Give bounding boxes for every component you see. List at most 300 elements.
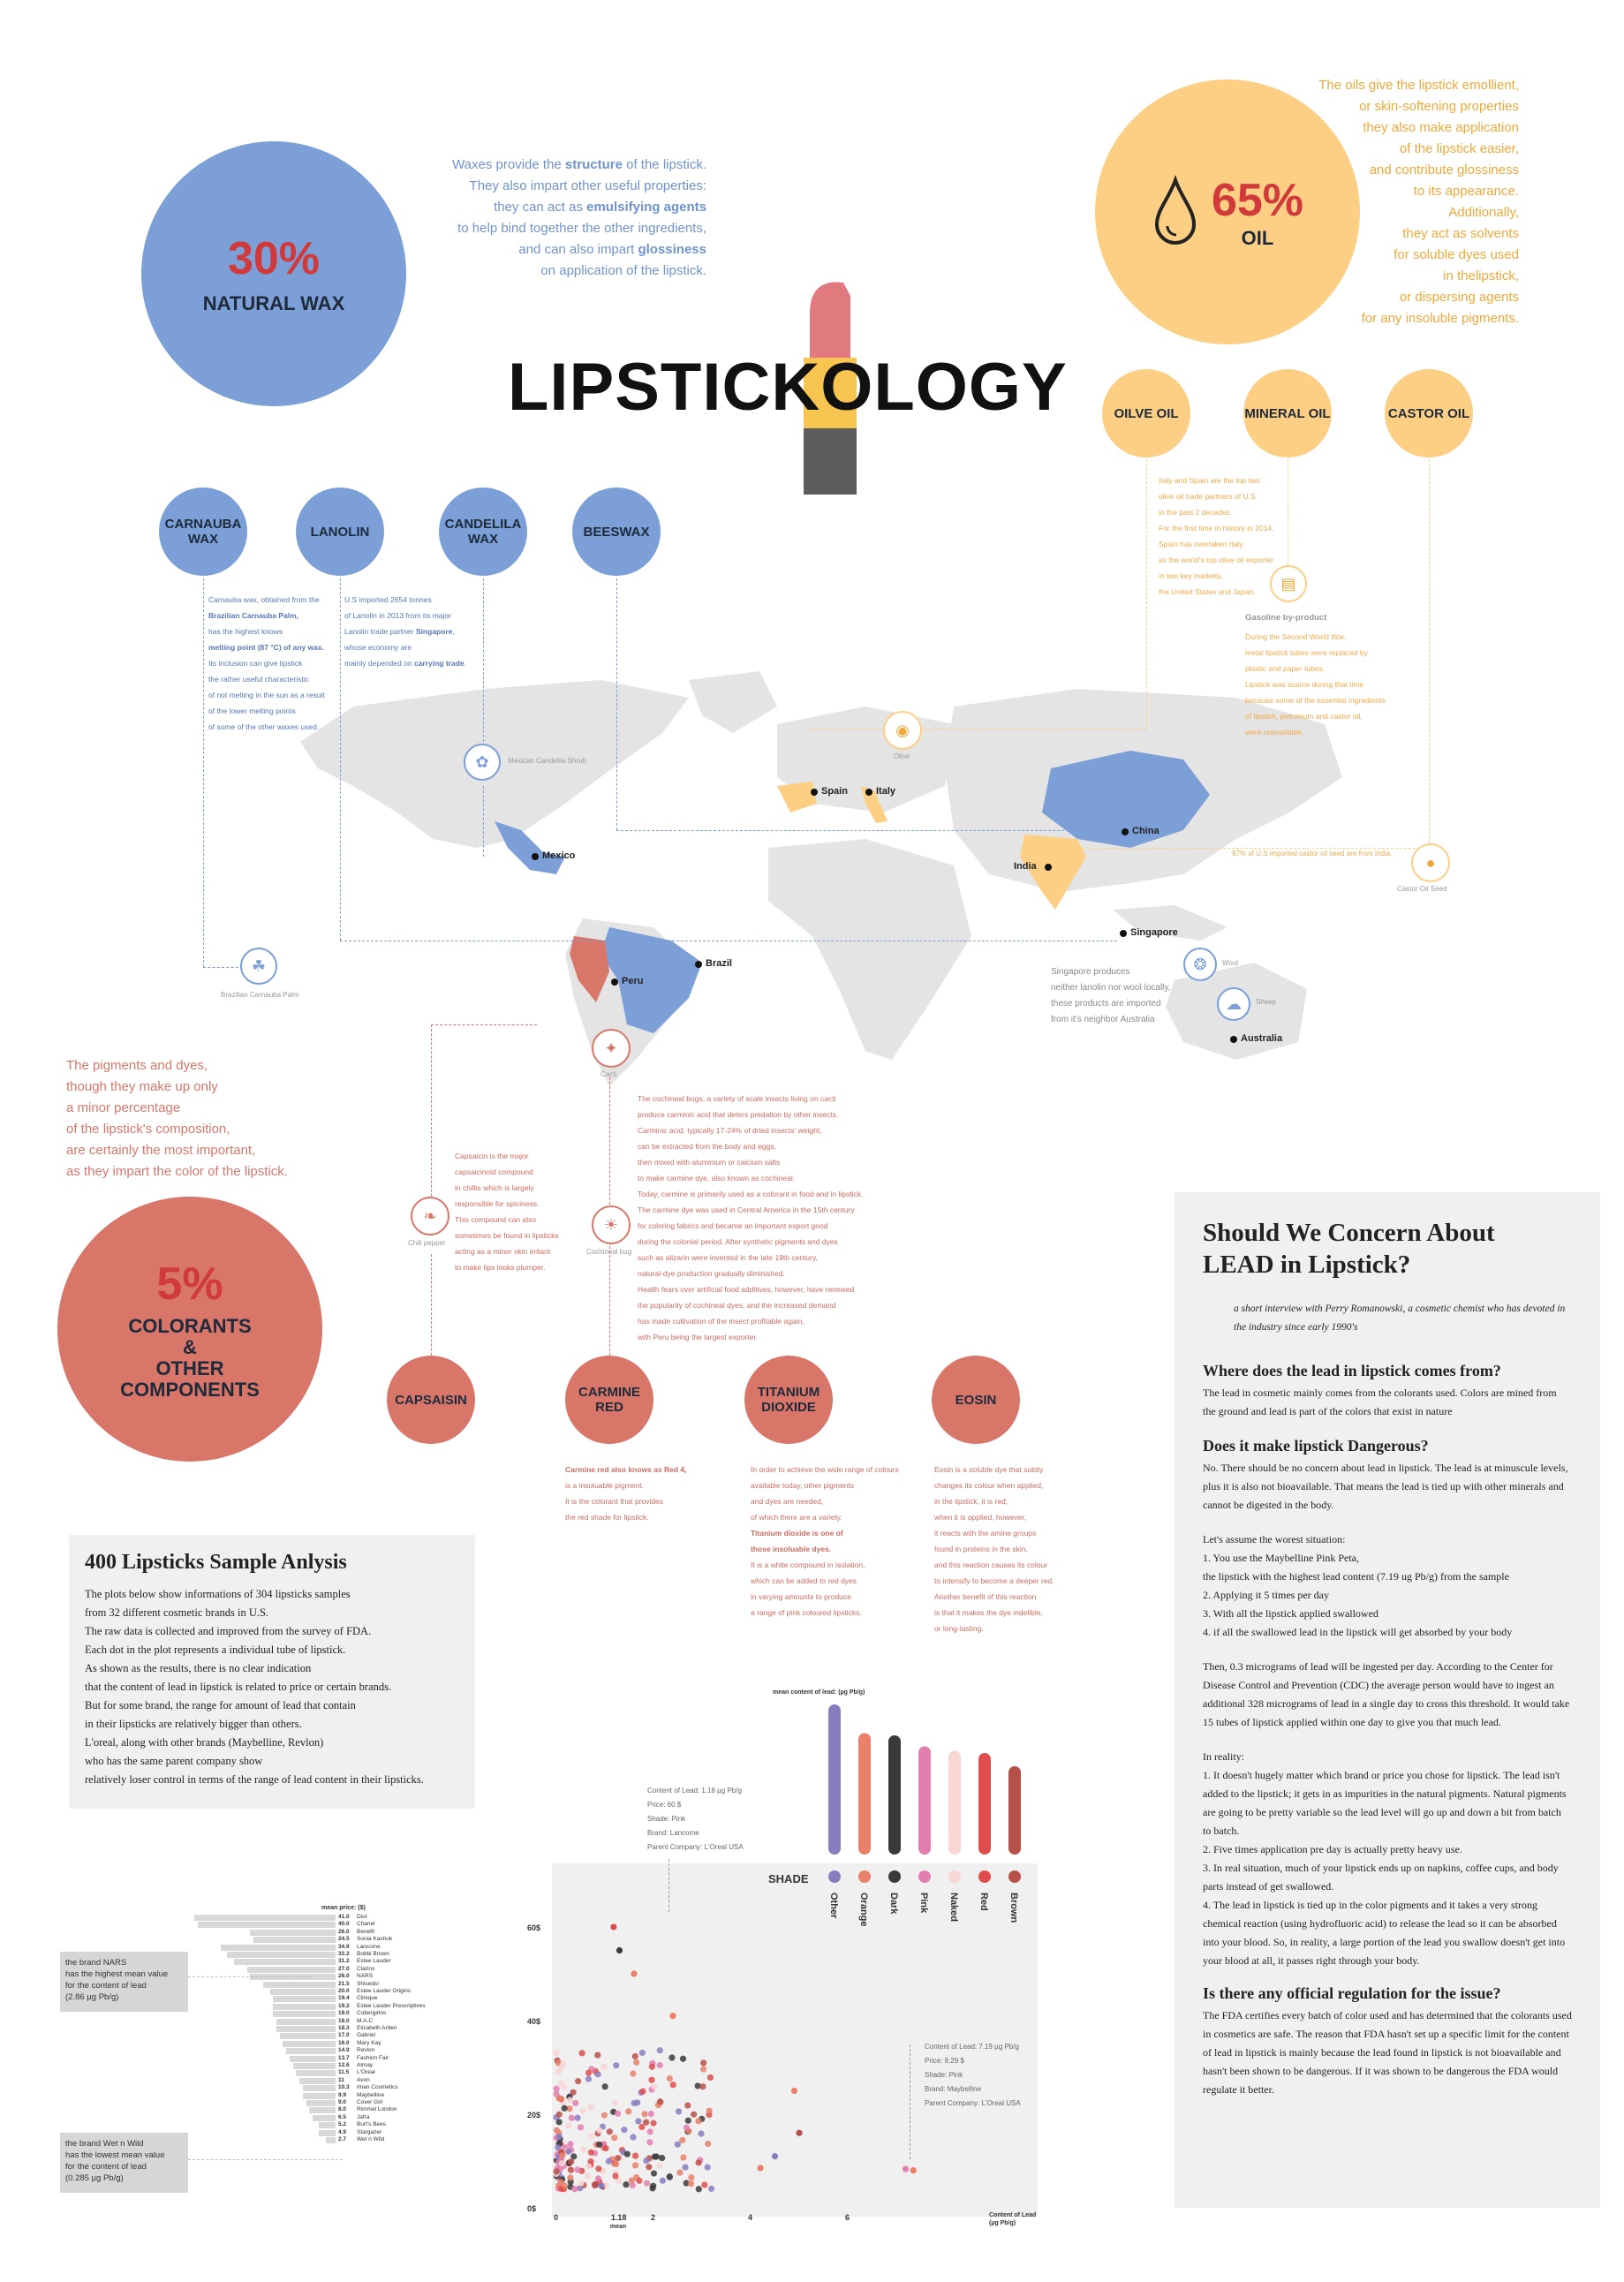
analysis-panel xyxy=(69,1535,475,1809)
callout-maybelline: Content of Lead: 7.19 µg Pb/g Price: 8.29 $ Shade: Pink Brand: Maybelline Parent Company: L'Oreal USA xyxy=(925,2043,1021,2107)
wax-type-lanolin: LANOLIN xyxy=(296,487,384,576)
brand-name: Estee Lauder Prescriptives xyxy=(357,2002,426,2009)
city-india: India xyxy=(1014,861,1037,872)
scatter-dot xyxy=(676,2170,683,2176)
scatter-dot xyxy=(594,2052,601,2058)
map-spain xyxy=(777,782,817,812)
scatter-dot xyxy=(647,2128,653,2135)
scatter-dot xyxy=(632,2162,638,2168)
scatter-dot xyxy=(574,2166,580,2172)
brand-price-bar xyxy=(299,2078,336,2084)
brand-price-bar xyxy=(263,1982,336,1988)
map-dot-italy xyxy=(865,789,872,796)
brand-price-value: 20.0 xyxy=(338,1988,350,1994)
scatter-x-tick: 1.18 xyxy=(610,2213,627,2222)
colorant-type-capsaicin: CAPSAISIN xyxy=(387,1356,475,1444)
connector-olive xyxy=(1146,459,1147,729)
scatter-dot xyxy=(679,2137,685,2143)
scatter-dot xyxy=(648,2077,654,2083)
wool-icon: ❂ xyxy=(1183,948,1217,981)
brand-name: Clarins xyxy=(357,1965,375,1972)
brand-name: Dior xyxy=(357,1914,367,1920)
scatter-dot xyxy=(607,2128,613,2135)
brand-name: Iman Cosmetics xyxy=(357,2084,398,2091)
brand-price-bar xyxy=(303,2085,336,2091)
scatter-dot xyxy=(698,2131,704,2137)
brand-name: Chanel xyxy=(357,1921,375,1928)
brand-name: Maybelline xyxy=(357,2091,385,2098)
shade-bar-brown xyxy=(1008,1766,1021,1855)
colorants-percent-circle xyxy=(57,1197,322,1462)
brand-name: Revlon xyxy=(357,2047,375,2054)
brand-name: Mary Kay xyxy=(357,2039,381,2046)
scatter-x-label: Content of Lead xyxy=(989,2212,1037,2218)
scatter-dot xyxy=(651,2170,657,2176)
capsaicin-text: Capsaicin is the major capsaicinoid compound in chillis which is largely responsible for spiciness. This compound can also sometimes be found in lipsticks acting as a minor skin irritant to make lips looks plumper. xyxy=(455,1152,559,1272)
scatter-dot xyxy=(606,2158,612,2165)
scatter-dot xyxy=(631,2100,638,2106)
brand-price-value: 40.0 xyxy=(338,1921,350,1928)
brand-price-value: 19.0 xyxy=(338,2010,350,2017)
scatter-dot xyxy=(688,2180,694,2187)
colorants-label-1: COLORANTS xyxy=(128,1315,252,1337)
scatter-dot xyxy=(652,2153,658,2159)
interview-a1: The lead in cosmetic mainly comes from the colorants used. Colors are mined from the ground and lead is part of the colors that exist in nature xyxy=(1203,1387,1557,1417)
shade-bar-dark xyxy=(888,1735,901,1855)
scatter-dot xyxy=(660,2178,666,2184)
scatter-dot xyxy=(639,2050,646,2056)
wool-label: Wool xyxy=(1222,959,1239,967)
colorants-label-3: OTHER xyxy=(155,1357,224,1379)
scatter-dot xyxy=(568,2158,574,2165)
interview-worst-intro: Let's assume the worest situation: xyxy=(1203,1533,1346,1545)
scatter-dot xyxy=(641,2111,647,2117)
scatter-dot xyxy=(635,2118,641,2124)
scatter-dot xyxy=(903,2165,909,2172)
city-brazil: Brazil xyxy=(706,958,732,969)
scatter-dot xyxy=(585,2164,592,2170)
map-mexico xyxy=(495,821,565,874)
scatter-dot xyxy=(559,2160,565,2166)
scatter-dot xyxy=(656,2163,662,2169)
scatter-dot xyxy=(553,2050,559,2056)
brand-price-value: 18.3 xyxy=(338,2025,350,2031)
scatter-dot xyxy=(649,2185,655,2191)
sheep-label: Sheep xyxy=(1256,998,1277,1006)
connector-beeswax xyxy=(616,578,617,830)
scatter-dot xyxy=(648,2111,654,2117)
nars-connector xyxy=(188,1976,312,1977)
scatter-mean-label: mean xyxy=(609,2224,627,2230)
interview-a3: The FDA certifies every batch of color used and has determined that the colorants used in cosmetics are safe. The reason that FDA hasn't set up a specific limit for the content of lead in lipstick is mainly because the lead found in lipstick is not bioavailable and hasn't been shown to be dangerous. If it was shown to be dangerous the FDA would regulate it better. xyxy=(1203,2009,1572,2096)
scatter-dot xyxy=(706,2108,713,2114)
scatter-dot xyxy=(616,1947,623,1953)
brand-price-bar xyxy=(194,1915,336,1921)
shade-legend-label: Brown xyxy=(1008,1893,1019,1923)
titanium-text: In order to achieve the wide range of colours available today, other pigments and dyes are needed, of which there are a variety. Titanium dioxide is one of those insoluable dyes. It is a white compound in isolation, which can be added to red dyes in varying amounts to produce a range of pink coloured lipsticks. xyxy=(751,1465,899,1617)
brand-price-value: 19.2 xyxy=(338,2002,350,2009)
brand-price-bar xyxy=(276,2026,336,2032)
scatter-dot xyxy=(571,2186,578,2192)
map-dot-singapore xyxy=(1120,930,1127,937)
oil-percent: 65% xyxy=(1211,175,1304,226)
brand-name: Stargazer xyxy=(357,2128,382,2135)
city-china: China xyxy=(1132,826,1159,836)
brand-price-value: 9.9 xyxy=(338,2091,347,2098)
scatter-dot xyxy=(567,2097,573,2103)
scatter-y-tick: 60$ xyxy=(527,1923,541,1932)
scatter-dot xyxy=(611,2135,617,2141)
scatter-dot xyxy=(596,2127,602,2134)
scatter-dot xyxy=(670,2082,676,2088)
brand-name: Rimmel London xyxy=(357,2106,397,2113)
scatter-dot xyxy=(772,2153,778,2159)
brand-price-value: 21.5 xyxy=(338,1980,350,1987)
sheep-icon: ☁ xyxy=(1217,987,1250,1021)
scatter-x-tick: 0 xyxy=(554,2213,559,2222)
city-spain: Spain xyxy=(821,786,848,797)
scatter-dot xyxy=(559,2152,565,2158)
brand-name: Sonia Kashuk xyxy=(357,1936,393,1943)
scatter-dot xyxy=(705,2164,711,2170)
shade-bar-chart xyxy=(812,1691,1024,1859)
brand-price-bar xyxy=(313,2115,336,2121)
scatter-dot xyxy=(555,2144,561,2150)
scatter-dot xyxy=(610,1923,616,1930)
scatter-dot xyxy=(682,2164,688,2170)
scatter-dot xyxy=(574,2115,580,2121)
colorants-description: The pigments and dyes, though they make up only a minor percentage of the lipstick's composition, are certainly the most important, as they impart the color of the lipstick. xyxy=(66,1058,288,1179)
brand-price-bar xyxy=(303,2093,336,2099)
brand-price-bar xyxy=(247,1967,336,1973)
shade-legend-label: Orange xyxy=(858,1893,869,1927)
interview-worst-list: 1. You use the Maybelline Pink Peta, the lipstick with the highest lead content (7.19 ug Pb/g) from the sample 2. Applying it 5 times per day 3. With all the lipstick applied swallowed 4. if all the swallowed lead in the lipstick will get absorbed by your body xyxy=(1203,1552,1513,1638)
brand-name: Gabriel xyxy=(357,2032,375,2039)
scatter-dot xyxy=(700,2059,706,2066)
scatter-dot xyxy=(676,2108,682,2114)
wax-type-beeswax: BEESWAX xyxy=(572,487,661,576)
oil-type-mineral: MINERAL OIL xyxy=(1243,369,1332,457)
wetnwild-note: the brand Wet n Wild has the lowest mean value for the content of lead (0.285 µg Pb/g) xyxy=(60,2133,188,2193)
shade-legend-label: Naked xyxy=(948,1893,959,1923)
scatter-dot xyxy=(621,2127,627,2133)
scatter-dot xyxy=(612,2172,618,2179)
brand-price-value: 26.0 xyxy=(338,1973,350,1980)
wax-label: NATURAL WAX xyxy=(202,292,345,314)
shade-bar-other xyxy=(828,1704,841,1855)
brand-name: Jafra xyxy=(357,2113,370,2120)
scatter-dot xyxy=(602,2083,608,2089)
scatter-dot xyxy=(585,2075,592,2082)
candelila-shrub-label: Mexican Candelila Shrub xyxy=(508,757,586,765)
connector-candelila2 xyxy=(483,786,484,857)
brand-price-value: 27.0 xyxy=(338,1965,350,1972)
shade-legend-label: Other xyxy=(828,1893,839,1919)
brand-name: L'Oreal xyxy=(357,2069,375,2076)
brand-name: Fashion Fair xyxy=(357,2054,389,2061)
scatter-dot xyxy=(643,2157,649,2164)
scatter-dot xyxy=(588,2133,594,2139)
scatter-dot xyxy=(707,2074,714,2081)
scatter-dot xyxy=(594,2071,601,2077)
interview-then: Then, 0.3 micrograms of lead will be ingested per day. According to the Center for Disease Control and Prevention (CDC) the average person would have to ingest an additional 328 micrograms of lead in a single day to cross this threshold. It would take 15 tubes of lipstick applied within one day to give you that much lead. xyxy=(1203,1660,1570,1728)
scatter-dot xyxy=(699,2083,706,2089)
shade-bar-naked xyxy=(948,1751,961,1855)
colorant-type-carmine: CARMINE RED xyxy=(565,1356,653,1444)
brand-price-bar xyxy=(273,2011,336,2017)
gasoline-title: Gasoline by-product xyxy=(1245,613,1327,623)
brand-name: Shiseido xyxy=(357,1980,379,1987)
scatter-dot xyxy=(657,2098,663,2104)
scatter-dot xyxy=(668,2054,675,2060)
scatter-dot xyxy=(568,2167,574,2173)
olive-label: Olive xyxy=(894,752,910,760)
scatter-dot xyxy=(675,2142,681,2148)
scatter-dot xyxy=(580,2108,586,2114)
brand-name: Burt's Bees xyxy=(357,2121,387,2128)
brand-price-bar xyxy=(296,2070,336,2076)
brand-price-bar xyxy=(253,1937,336,1943)
brand-price-value: 8.0 xyxy=(338,2106,347,2113)
colorant-type-titanium: TITANIUM DIOXIDE xyxy=(744,1356,833,1444)
scatter-dot xyxy=(588,2150,594,2156)
scatter-dot xyxy=(572,2100,578,2106)
city-italy: Italy xyxy=(876,786,896,797)
connector-carnauba xyxy=(203,578,204,967)
scatter-dot xyxy=(569,2115,575,2121)
shade-bar-pink xyxy=(918,1747,931,1855)
scatter-dot xyxy=(659,2155,665,2161)
brand-price-bar xyxy=(326,2137,336,2143)
scatter-dot xyxy=(700,2066,706,2072)
scatter-dot xyxy=(696,2186,702,2192)
scatter-dot xyxy=(578,2124,584,2130)
scatter-dot xyxy=(613,2062,619,2068)
brand-price-bar xyxy=(319,2122,336,2128)
scatter-dot xyxy=(632,2153,638,2159)
scatter-dot xyxy=(601,2064,607,2070)
scatter-dot xyxy=(615,2155,621,2161)
brand-name: Cobergirlos xyxy=(357,2010,387,2017)
castor-text: 97% of U.S imported castor oil seed are from India. xyxy=(1232,850,1393,858)
brand-name: Estee Lauder xyxy=(357,1958,391,1965)
carmine-text: Carmine red also knows as Red 4, is a insoluable pigment. It is the colorant that provides the red shade for lipstick. xyxy=(565,1465,687,1522)
scatter-dot xyxy=(684,2102,691,2108)
oil-drop-icon xyxy=(1152,177,1199,247)
brand-name: Clinique xyxy=(357,1995,378,2002)
scatter-dot xyxy=(615,2111,621,2117)
brand-name: Lancome xyxy=(357,1943,381,1950)
scatter-dot xyxy=(688,2174,694,2180)
shade-bar-orange xyxy=(858,1734,871,1855)
callout-lancome-connector xyxy=(668,1859,669,1912)
interview-q1: Where does the lead in lipstick comes from? xyxy=(1203,1362,1501,1379)
scatter-dot xyxy=(632,2053,638,2059)
brand-price-value: 19.4 xyxy=(338,1995,350,2002)
scatter-dot xyxy=(596,2142,602,2148)
brand-price-bar xyxy=(273,2004,336,2010)
scatter-dot xyxy=(562,2105,568,2112)
scatter-dot xyxy=(580,2147,586,2153)
brand-price-value: 12.6 xyxy=(338,2062,350,2068)
map-dot-peru xyxy=(611,979,618,986)
brand-price-bar xyxy=(221,1945,336,1951)
brand-price-value: 34.9 xyxy=(338,1943,350,1950)
gasoline-icon: ▤ xyxy=(1270,565,1307,602)
scatter-y-tick: 0$ xyxy=(527,2204,537,2213)
lanolin-text: U.S imported 2654 tonnes of Lanolin in 2013 from its major Lanolin trade partner Singapore, whose economy are mainly depended on carrying trade. xyxy=(344,595,466,668)
brand-name: Wet n Wild xyxy=(357,2136,385,2142)
scatter-dot xyxy=(657,2047,663,2053)
scatter-dot xyxy=(636,2178,642,2184)
gasoline-text: During the Second World War, metal lipstick tubes were replaced by plastic and paper tubes. Lipstick was scarce during that time because some of the essential ingredients of lipstick, petroleum and castor oil, were unavailable. xyxy=(1245,632,1386,737)
brand-name: Benefit xyxy=(357,1928,375,1935)
oil-type-olive: OILVE OIL xyxy=(1102,369,1190,457)
scatter-dot xyxy=(639,2089,646,2095)
scatter-dot xyxy=(701,2181,707,2188)
carnauba-text: Carnauba wax, obtained from the Brazilian Carnauba Palm, has the highest knows melting point (87 °C) of any wax. Its inclusion can give lipstick the rather useful characteristic of not melting in the sun as a result of the lower melting points of some of the other waxes used. xyxy=(208,595,325,731)
scatter-dot xyxy=(685,2118,691,2124)
cochineal-text: The cochineal bugs, a variety of scale insects living on cacti produce carminic acid that deters predation by other insects. Carminic acid, typically 17-24% of dried insects' weight, can be extracted from the body and eggs, then mixed with aluminium or calcium salts to make carmine dye, also known as cochineal. Today, carmine is primarily used as a colorant in food and in lipstick. The carmine dye was used in Central America in the 15th century for coloring fabrics and became an important export good during the colonial period. After synthetic pigments and dyes such as alizarin were invented in the late 19th century, natural-dye production gradually diminished. Health fears over artificial food additives, however, have renewed the popularity of cochineal dyes, and the increased demand has made cultivation of the insect profitable again, with Peru being the largest exporter. xyxy=(638,1094,864,1341)
brand-price-bar xyxy=(280,2033,336,2039)
mean-price-label: mean price: ($) xyxy=(321,1905,366,1911)
brand-price-bar xyxy=(293,2063,336,2069)
brand-price-bar xyxy=(227,1952,336,1958)
colorant-type-eosin: EOSIN xyxy=(932,1356,1020,1444)
connector-capsaicin2 xyxy=(431,1024,432,1219)
map-dot-brazil xyxy=(695,961,702,968)
scatter-dot xyxy=(757,2165,763,2171)
shade-legend-label: Red xyxy=(978,1893,989,1911)
brand-price-value: 18.0 xyxy=(338,2017,350,2024)
connector-capsaicin-h xyxy=(431,1024,537,1025)
palm-tree-icon: ☘ xyxy=(240,948,277,985)
scatter-dot xyxy=(601,2112,608,2118)
scatter-dot xyxy=(638,2124,645,2130)
scatter-y-tick: 20$ xyxy=(527,2111,541,2120)
scatter-dot xyxy=(649,2064,655,2070)
callout-lancome: Content of Lead: 1.18 µg Pb/g Price: 60 $ Shade: Pink Brand: Lancome Parent Company: L'Oreal USA xyxy=(647,1787,744,1851)
scatter-dot xyxy=(585,2069,592,2075)
cochineal-bug-icon: ☀ xyxy=(592,1205,631,1244)
brand-price-bar xyxy=(309,2107,336,2113)
scatter-dot xyxy=(558,2080,564,2086)
scatter-y-tick: 40$ xyxy=(527,2017,541,2026)
wax-description: Waxes provide the structure of the lipstick. They also impart other useful properties: they can act as emulsifying agents to help bind together the other ingredients, and can also impart glossiness on application of the lipstick. xyxy=(452,157,706,278)
brand-price-value: 16.0 xyxy=(338,2039,350,2046)
analysis-body: The plots below show informations of 304 lipsticks samples from 32 different cosmetic brands in U.S. The raw data is collected and improved from the survey of FDA. Each dot in the plot represents a individual tube of lipstick. As shown as the results, there is no clear indication that the content of lead in lipstick is related to price or certain brands. But for some brand, the range for amount of lead that contain in their lipsticks are relatively bigger than others. L'oreal, along with other brands (Maybelline, Revlon) who has the same parent company show relatively loser control in terms of the range of lead content in their lipsticks. xyxy=(85,1588,424,1786)
scatter-dot xyxy=(669,2013,676,2019)
brand-price-bar xyxy=(198,1922,336,1928)
oil-description: The oils give the lipstick emollient, or skin-softening properties they also make application of the lipstick easier, and contribute glossiness to its appearance. Additionally, they act as solvents for soluble dyes used in thelipstick, or dispersing agents for any insoluble pigments. xyxy=(1318,78,1519,326)
city-australia: Australia xyxy=(1241,1033,1283,1044)
scatter-dot xyxy=(602,2145,608,2151)
brand-name: NARS xyxy=(357,1973,374,1980)
scatter-dot xyxy=(575,2078,581,2084)
brand-price-value: 33.2 xyxy=(338,1951,350,1957)
scatter-dot xyxy=(567,2174,573,2180)
brand-name: Estee Lauder Origins xyxy=(357,1988,412,1994)
brand-price-value: 41.0 xyxy=(338,1914,350,1920)
candelila-shrub-icon: ✿ xyxy=(464,744,501,781)
wax-percent: 30% xyxy=(227,233,321,284)
brand-price-bar xyxy=(270,1989,336,1995)
map-india xyxy=(1020,835,1086,910)
scatter-dot xyxy=(598,2183,604,2189)
interview-subtitle: a short interview with Perry Romanowski, a cosmetic chemist who has devoted in the industry since early 1990's xyxy=(1234,1303,1566,1333)
scatter-dot xyxy=(566,2123,572,2129)
shade-legend-label: Pink xyxy=(918,1893,929,1914)
shade-chart-title: mean content of lead: (µg Pb/g) xyxy=(773,1689,865,1696)
scatter-dot xyxy=(556,2096,563,2102)
brand-price-bar xyxy=(276,2019,336,2025)
nars-note: the brand NARS has the highest mean value for the content of lead (2.86 µg Pb/g) xyxy=(60,1952,188,2012)
interview-reality-list: 1. It doesn't hugely matter which brand or price you chose for lipstick. The lead isn't added to the lipstick; it gets in as impurities in the natural pigments. Natural pigments are going to be pretty variable so the lead level will go up and down a bit from batch to batch. 2. Five times application pre day is actually pretty heavy use. 3. In real situation, much of your lipstick ends up on napkins, coffee cups, and body parts instead of get swallowed. 4. The lead in lipstick is tied up in the color pigments and it takes a very strong chemical reaction (using hydrofluoric acid) to release the lead so it can be absorbed into your blood. So, in reality, a large portion of the lead you swallow doesn't get into your blood at all, it passes right through your body. xyxy=(1203,1769,1567,1967)
interview-reality-intro: In reality: xyxy=(1203,1750,1244,1763)
scatter-dot xyxy=(624,2151,631,2157)
map-dot-mexico xyxy=(532,853,539,860)
scatter-dot xyxy=(667,2075,673,2082)
map-greenland xyxy=(689,671,777,733)
scatter-x-label: (µg Pb/g) xyxy=(989,2220,1016,2226)
brand-price-bar xyxy=(234,1959,336,1965)
scatter-x-tick: 2 xyxy=(651,2213,656,2222)
city-mexico: Mexico xyxy=(542,850,576,861)
scatter-dot xyxy=(630,2134,636,2140)
brand-name: Bobbi Brown xyxy=(357,1951,389,1957)
castor-seed-label: Castor Oil Seed xyxy=(1397,885,1447,893)
interview-a2: No. There should be no concern about lead in lipstick. The lead is at minuscule levels, plus it is also not bioavailable. That means the lead is tied up with other minerals and cannot be digested in the body. xyxy=(1203,1462,1568,1511)
brand-price-bar xyxy=(283,2041,336,2047)
world-map xyxy=(194,671,1360,1130)
brand-price-value: 11.5 xyxy=(338,2069,350,2076)
interview-title: Should We Concern About LEAD in Lipstick? xyxy=(1203,1219,1495,1279)
scatter-dot xyxy=(791,2088,797,2094)
brand-price-value: 11 xyxy=(338,2076,344,2083)
brand-price-value: 13.7 xyxy=(338,2054,350,2061)
scatter-dot xyxy=(555,2134,562,2140)
oil-type-castor: CASTOR OIL xyxy=(1385,369,1473,457)
brand-price-bar xyxy=(290,2056,336,2062)
scatter-dot xyxy=(631,1970,637,1976)
brand-price-value: 2.7 xyxy=(338,2136,347,2142)
scatter-dot xyxy=(652,2084,658,2090)
interview-q2: Does it make lipstick Dangerous? xyxy=(1203,1437,1429,1455)
scatter-dot xyxy=(556,2112,563,2118)
analysis-title: 400 Lipsticks Sample Anlysis xyxy=(85,1551,347,1574)
colorants-label-4: COMPONENTS xyxy=(120,1379,260,1401)
scatter-dot xyxy=(646,2164,652,2170)
scatter-dot xyxy=(630,2070,636,2076)
cochineal-bug-label: Cochineal bug xyxy=(586,1248,632,1256)
olive-text: Italy and Spain are the top two olive oil trade partners of U.S in the past 2 decades. For the first time in history in 2014, Spain has overtaken Italy as the world's top olive oil exporter in two key markets, the United States and Japan. xyxy=(1159,476,1274,596)
brand-price-value: 5.2 xyxy=(338,2121,347,2128)
brand-price-value: 24.5 xyxy=(338,1936,350,1943)
interview-q3: Is there any official regulation for the issue? xyxy=(1203,1984,1501,2002)
scatter-dot xyxy=(650,2120,656,2127)
scatter-dot xyxy=(695,2159,701,2165)
brand-price-value: 31.2 xyxy=(338,1958,350,1965)
brand-name: Avon xyxy=(357,2076,370,2083)
map-dot-china xyxy=(1122,828,1129,835)
scatter-dot xyxy=(796,2130,802,2136)
brand-price-value: 17.0 xyxy=(338,2032,350,2039)
palm-tree-label: Brazilian Carnauba Palm xyxy=(221,991,299,999)
connector-beeswax-h xyxy=(616,830,1122,831)
oil-label: OIL xyxy=(1241,227,1274,249)
wax-type-carnauba: CARNAUBA WAX xyxy=(159,487,247,576)
scatter-dot xyxy=(560,2061,566,2067)
